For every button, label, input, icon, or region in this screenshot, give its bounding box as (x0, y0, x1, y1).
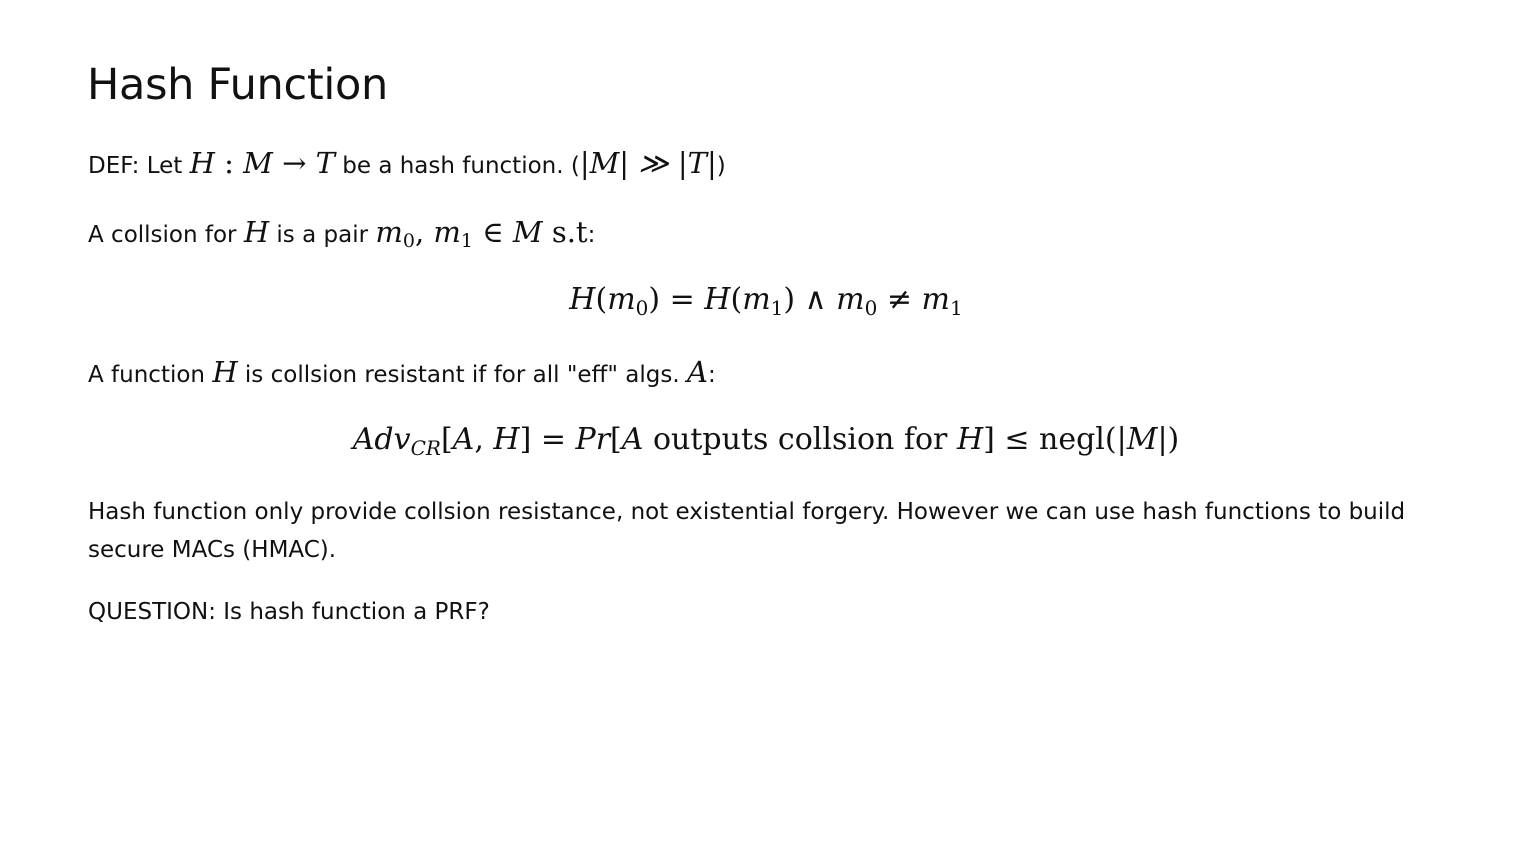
eq2-text: outputs collsion for (643, 422, 957, 457)
eq1-neq: ≠ (877, 282, 922, 317)
resistant-prefix: A function (88, 362, 213, 388)
def-prefix: DEF: Let (88, 153, 190, 179)
collision-h: H (243, 215, 270, 249)
math-st: s.t (542, 215, 588, 249)
eq1-h1: H (569, 282, 596, 317)
collision-suffix: : (587, 222, 596, 248)
math-arrow: → (272, 146, 316, 180)
math-t: T (315, 146, 335, 180)
eq2-adv-sub: CR (410, 436, 441, 460)
eq2-h2: H (956, 422, 984, 457)
math-m1: m (433, 215, 461, 249)
def-middle: be a hash function. ( (334, 153, 580, 179)
eq2-m: M (1126, 422, 1158, 457)
question-line: QUESTION: Is hash function a PRF? (88, 599, 490, 625)
eq2-leq-negl: ] ≤ negl(| (983, 422, 1127, 457)
slide-title: Hash Function (87, 60, 389, 110)
eq2-bracket1-close: ] = (519, 422, 576, 457)
math-m: M (243, 146, 273, 180)
eq2-pr: Pr (575, 422, 611, 457)
resistant-a: A (687, 355, 708, 389)
math-in: ∈ (473, 215, 513, 249)
definition-line (88, 144, 726, 185)
collision-middle: is a pair (269, 222, 376, 248)
eq2-h1: H (493, 422, 520, 457)
def-suffix: ) (716, 153, 726, 179)
collision-pair (375, 215, 588, 252)
eq1-sub3: 0 (864, 296, 878, 320)
eq1-h2: H (704, 282, 731, 317)
eq2-a1: A (452, 422, 475, 457)
note-paragraph: Hash function only provide collsion resistance, not existential forgery. However we can use hash functions to build secure MACs (HMAC). (88, 499, 1406, 563)
math-h: H (189, 146, 215, 180)
sub-1: 1 (460, 230, 473, 252)
eq1-sub4: 1 (949, 296, 963, 320)
eq2-bracket2: [ (610, 422, 622, 457)
def-math-map (190, 146, 335, 180)
resistant-middle: is collsion resistant if for all "eff" algs. (237, 362, 687, 388)
eq2-comma: , (474, 422, 494, 457)
eq2-a2: A (621, 422, 644, 457)
math-colon: : (214, 146, 244, 180)
collision-prefix: A collsion for (88, 222, 244, 248)
eq1-m4: m (921, 282, 950, 317)
eq1-and: ) ∧ (783, 282, 837, 317)
math-m0: m (375, 215, 403, 249)
collision-line (88, 213, 595, 260)
math-comma: , (414, 215, 434, 249)
eq1-m1: m (607, 282, 636, 317)
eq1-sub1: 0 (635, 296, 649, 320)
eq2-end: |) (1157, 422, 1180, 457)
resistant-h: H (212, 355, 238, 389)
def-cardinality: |M| ≫ |T| (579, 146, 717, 180)
eq1-open2: ( (730, 282, 743, 317)
eq1-open1: ( (595, 282, 608, 317)
math-set-m: M (512, 215, 543, 249)
collision-equation (0, 282, 1532, 320)
eq2-bracket1: [ (440, 422, 453, 457)
resistant-suffix: : (707, 362, 716, 388)
eq1-close1: ) = (648, 282, 705, 317)
advantage-equation (0, 422, 1532, 460)
eq1-m2: m (742, 282, 771, 317)
eq1-m3: m (836, 282, 865, 317)
sub-0: 0 (402, 230, 415, 252)
eq1-sub2: 1 (770, 296, 784, 320)
resistant-line (88, 353, 716, 394)
eq2-adv: Adv (352, 422, 411, 457)
